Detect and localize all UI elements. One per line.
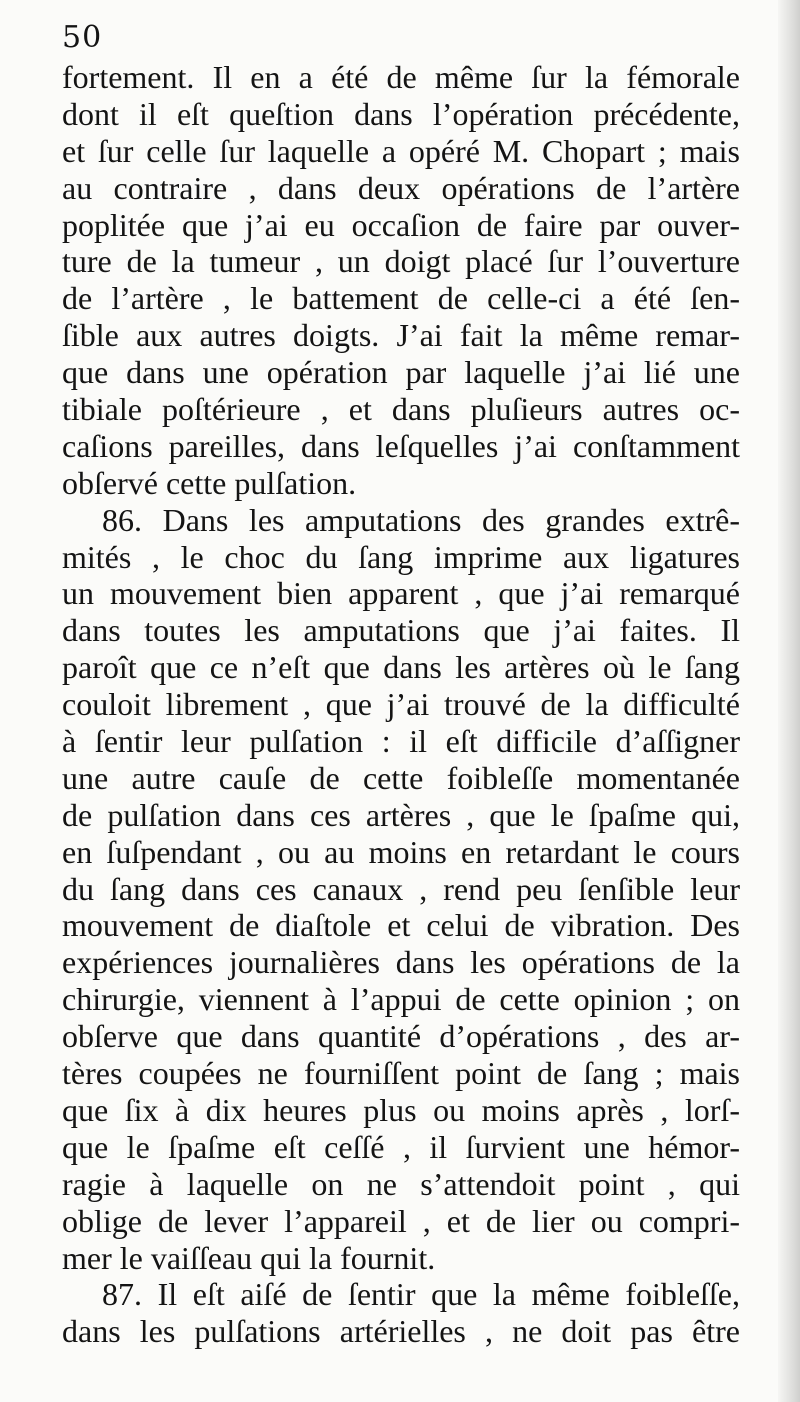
- text-line: un mouvement bien apparent , que j’ai remarqué: [62, 575, 740, 612]
- text-line: que dans une opération par laquelle j’ai lié une: [62, 354, 740, 391]
- text-line: au contraire , dans deux opérations de l’artère: [62, 169, 740, 206]
- text-line: fortement. Il en a été de même ſur la fémorale: [62, 59, 740, 95]
- paragraph-end-line: mer le vaiſſeau qui la fournit.: [62, 1239, 436, 1276]
- paragraph-87-start: 87. Il eſt aiſé de ſentir que la même foibleſſe,: [102, 1276, 740, 1313]
- page-edge-shadow: [778, 0, 800, 1402]
- text-line: dont il eſt queſtion dans l’opération précédente,: [62, 95, 740, 132]
- text-line: oblige de lever l’appareil , et de lier ou compri-: [62, 1202, 740, 1239]
- text-line: paroît que ce n’eſt que dans les artères où le ſang: [62, 649, 740, 686]
- text-line: dans les pulſations artérielles , ne doit pas être: [62, 1313, 740, 1350]
- text-line: expériences journalières dans les opérations de la: [62, 944, 740, 981]
- text-line: poplitée que j’ai eu occaſion de faire par ouver-: [62, 206, 740, 243]
- text-line: en ſuſpendant , ou au moins en retardant le cours: [62, 833, 740, 870]
- text-line: ſible aux autres doigts. J’ai fait la même remar-: [62, 317, 740, 354]
- text-line: du ſang dans ces canaux , rend peu ſenſible leur: [62, 870, 740, 907]
- body-text: [62, 59, 740, 1350]
- text-line: que le ſpaſme eſt ceſſé , il ſurvient une hémor-: [62, 1128, 740, 1165]
- text-line: chirurgie, viennent à l’appui de cette opinion ; on: [62, 981, 740, 1018]
- text-line: tères coupées ne fourniſſent point de ſang ; mais: [62, 1055, 740, 1092]
- text-line: tibiale poſtérieure , et dans pluſieurs autres oc-: [62, 391, 740, 428]
- text-line: caſions pareilles, dans leſquelles j’ai conſtamment: [62, 427, 740, 464]
- text-line: dans toutes les amputations que j’ai faites. Il: [62, 612, 740, 649]
- text-line: de pulſation dans ces artères , que le ſpaſme qui,: [62, 796, 740, 833]
- text-line: ture de la tumeur , un doigt placé ſur l’ouverture: [62, 243, 740, 280]
- text-line: que ſix à dix heures plus ou moins après , lorſ-: [62, 1091, 740, 1128]
- text-line: et ſur celle ſur laquelle a opéré M. Chopart ; mais: [62, 132, 740, 169]
- text-line: une autre cauſe de cette foibleſſe momentanée: [62, 759, 740, 796]
- text-line: ragie à laquelle on ne s’attendoit point , qui: [62, 1165, 740, 1202]
- page-number: 50: [62, 20, 103, 55]
- text-line: mouvement de diaſtole et celui de vibration. Des: [62, 907, 740, 944]
- paragraph-86-start: 86. Dans les amputations des grandes extrê-: [102, 501, 740, 538]
- paragraph-end-line: obſervé cette pulſation.: [62, 464, 357, 501]
- text-line: obſerve que dans quantité d’opérations , des ar-: [62, 1018, 740, 1055]
- text-line: mités , le choc du ſang imprime aux ligatures: [62, 538, 740, 575]
- text-line: à ſentir leur pulſation : il eſt difficile d’aſſigner: [62, 723, 740, 760]
- text-line: couloit librement , que j’ai trouvé de la difficulté: [62, 686, 740, 723]
- text-line: de l’artère , le battement de celle-ci a été ſen-: [62, 280, 740, 317]
